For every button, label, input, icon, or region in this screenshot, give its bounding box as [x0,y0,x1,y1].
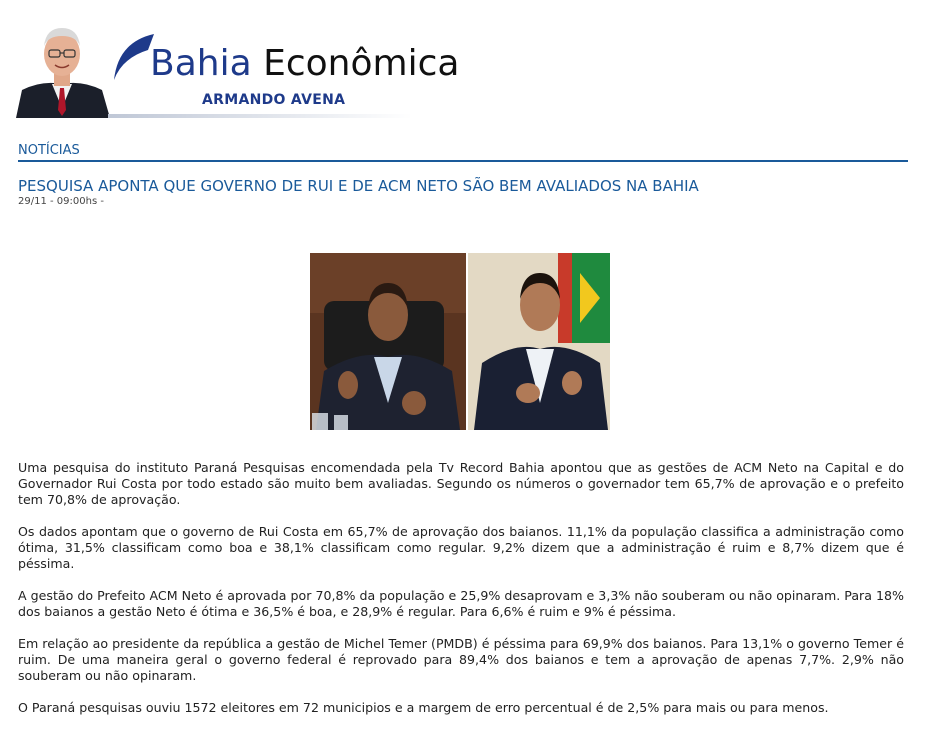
brand-part-2: Econômica [263,43,460,84]
header-divider [108,114,412,118]
person-portrait-icon [12,18,112,118]
article-paragraph: Uma pesquisa do instituto Paraná Pesquisas encomendada pela Tv Record Bahia apontou que as gestões de ACM Neto na Capital e do Governador Rui Costa por todo estado são muito bem avaliadas. Segundo os números o governador tem 65,7% de aprovação e o prefeito tem 70,8% de aprovação. [18,460,904,507]
article-date: 29/11 - 09:00hs - [18,196,104,207]
brand-part-1: Bahia [150,43,252,84]
site-title[interactable] [150,43,460,84]
article-photo [310,253,610,430]
article-body [18,460,904,732]
article-paragraph: Em relação ao presidente da república a gestão de Michel Temer (PMDB) é péssima para 69,9% dos baianos. Para 13,1% o governo Temer é ruim. De uma maneira geral o governo federal é reprovado para 89,4% dos baianos e tem a aprovação de apenas 7,7%. 2,9% não souberam ou não opinaram. [18,636,904,683]
site-header [12,18,460,120]
site-subtitle: ARMANDO AVENA [202,92,346,108]
section-bar [18,139,908,162]
article-title: PESQUISA APONTA QUE GOVERNO DE RUI E DE ACM NETO SÃO BEM AVALIADOS NA BAHIA [18,177,699,195]
article-paragraph: Os dados apontam que o governo de Rui Costa em 65,7% de aprovação dos baianos. 11,1% da população classifica a administração como ótima, 31,5% classificam como boa e 38,1% classificam como regular. 9,2% dizem que a administração é ruim e 8,7% dizem que é péssima. [18,524,904,571]
article-paragraph: O Paraná pesquisas ouviu 1572 eleitores em 72 municipios e a margem de erro percentual é de 2,5% para mais ou para menos. [18,700,829,715]
article-paragraph: A gestão do Prefeito ACM Neto é aprovada por 70,8% da população e 25,9% desaprovam e 3,3% não souberam ou não opinaram. Para 18% dos baianos a gestão Neto é ótima e 36,5% é boa, e 28,9% é regular. Para 6,6% é ruim e 9% é péssima. [18,588,904,619]
section-link-noticias[interactable]: NOTÍCIAS [18,143,80,158]
